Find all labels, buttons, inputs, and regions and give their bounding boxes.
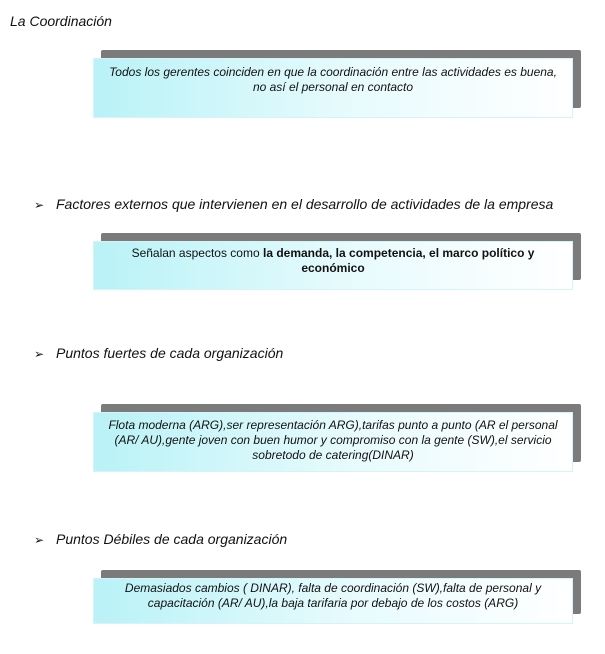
external-factors-text-plain: Señalan aspectos como (131, 246, 263, 260)
box-content (93, 58, 573, 118)
weaknesses-text: Demasiados cambios ( DINAR), falta de coordinación (SW),falta de personal y capacitación (AR/ AU),la baja tarifaria por debajo de los costos (ARG) (124, 581, 542, 610)
external-factors-box (93, 233, 581, 290)
box-content (93, 241, 573, 290)
arrow-bullet-icon: ➢ (34, 347, 45, 361)
strengths-box (93, 404, 581, 472)
section-heading-weaknesses (34, 531, 287, 547)
section-heading-text: Puntos fuertes de cada organización (56, 345, 284, 361)
box-content (93, 578, 573, 624)
box-content (93, 412, 573, 472)
coordination-note-text: Todos los gerentes coinciden en que la coordinación entre las actividades es buena, no así el personal en contacto (109, 65, 557, 94)
page-title: La Coordinación (10, 13, 112, 29)
external-factors-text-bold: la demanda, la competencia, el marco político y económico (262, 246, 535, 275)
coordination-note-box (93, 50, 581, 118)
weaknesses-box (93, 570, 581, 624)
section-heading-text: Puntos Débiles de cada organización (56, 531, 288, 547)
strengths-text: Flota moderna (ARG),ser representación ARG),tarifas punto a punto (AR el personal (AR/ AU),gente joven con buen humor y compromiso con la gente (SW),el servicio sobretodo de catering(DINAR) (108, 418, 558, 462)
arrow-bullet-icon: ➢ (34, 533, 45, 547)
section-heading-strengths (34, 345, 283, 361)
section-heading-external-factors (34, 196, 553, 212)
section-heading-text: Factores externos que intervienen en el desarrollo de actividades de la empresa (56, 196, 554, 212)
arrow-bullet-icon: ➢ (34, 198, 45, 212)
